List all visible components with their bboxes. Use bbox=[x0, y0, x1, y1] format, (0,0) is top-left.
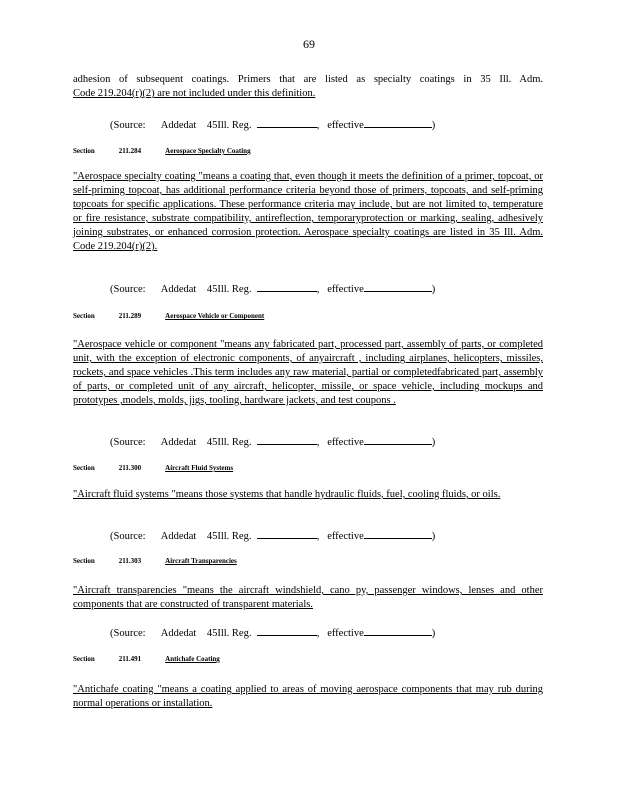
page-number: 69 bbox=[303, 37, 315, 51]
section-heading: Section 211.303 Aircraft Transparencies bbox=[73, 557, 237, 565]
section-body: "Antichafe coating "means a coating applied to areas of moving aerospace components that may rub during normal operations or installation. bbox=[73, 684, 543, 709]
source-line: (Source: Addedat 45Ill. Reg. , effective ) bbox=[110, 528, 435, 544]
section-heading: Section 211.300 Aircraft Fluid Systems bbox=[73, 464, 234, 472]
section-body: "Aerospace vehicle or component "means any fabricated part, processed part, assembly of parts, or completed unit, with the exception of electronic components, of anyaircraft , including airplanes, helicopters, missiles, rockets, and space vehicles .This term includes any raw material, partial or completedfabricated part, assembly of parts, or completed unit of any aircraft, helicopter, missile, or space vehicle, including mockups and prototypes ,models, molds, jigs, tooling, hardware jackets, and test coupons . bbox=[73, 339, 543, 406]
source-line: (Source: Addedat 45Ill. Reg. , effective ) bbox=[110, 281, 435, 297]
section-heading: Section 211.284 Aerospace Specialty Coating bbox=[73, 147, 251, 155]
source-line: (Source: Addedat 45Ill. Reg. , effective ) bbox=[110, 434, 435, 450]
section-heading: Section 211.491 Antichafe Coating bbox=[73, 655, 220, 663]
intro-paragraph bbox=[73, 73, 543, 101]
section-body: "Aircraft fluid systems "means those systems that handle hydraulic fluids, fuel, cooling fluids, or oils. bbox=[73, 489, 501, 500]
source-line: (Source: Addedat 45Ill. Reg. , effective ) bbox=[110, 625, 435, 641]
section-heading: Section 211.289 Aerospace Vehicle or Component bbox=[73, 312, 265, 320]
section-body: "Aircraft transparencies "means the aircraft windshield, cano py, passenger windows, lenses and other components that are constructed of transparent materials. bbox=[73, 585, 543, 610]
intro-line-2: Code 219.204(r)(2) are not included under this definition. bbox=[73, 88, 316, 99]
intro-line-1: adhesion of subsequent coatings. Primers that are listed as specialty coatings in 35 Ill. Adm. bbox=[73, 74, 543, 85]
section-body: "Aerospace specialty coating "means a coating that, even though it meets the definition of a primer, topcoat, or self-priming topcoat, has additional performance criteria beyond those of primers, topcoats, and self-priming topcoats for specific applications. These performance criteria may include, but are not limited to, temperature or fire resistance, substrate compatibility, antireflection, temporaryprotection or marking, sealing, adhesively joining substrates, or enhanced corrosion protection. Aerospace specialty coatings are listed in 35 Ill. Adm. Code 219.204(r)(2). bbox=[73, 171, 543, 252]
source-line: (Source: Addedat 45Ill. Reg. , effective ) bbox=[110, 117, 435, 133]
